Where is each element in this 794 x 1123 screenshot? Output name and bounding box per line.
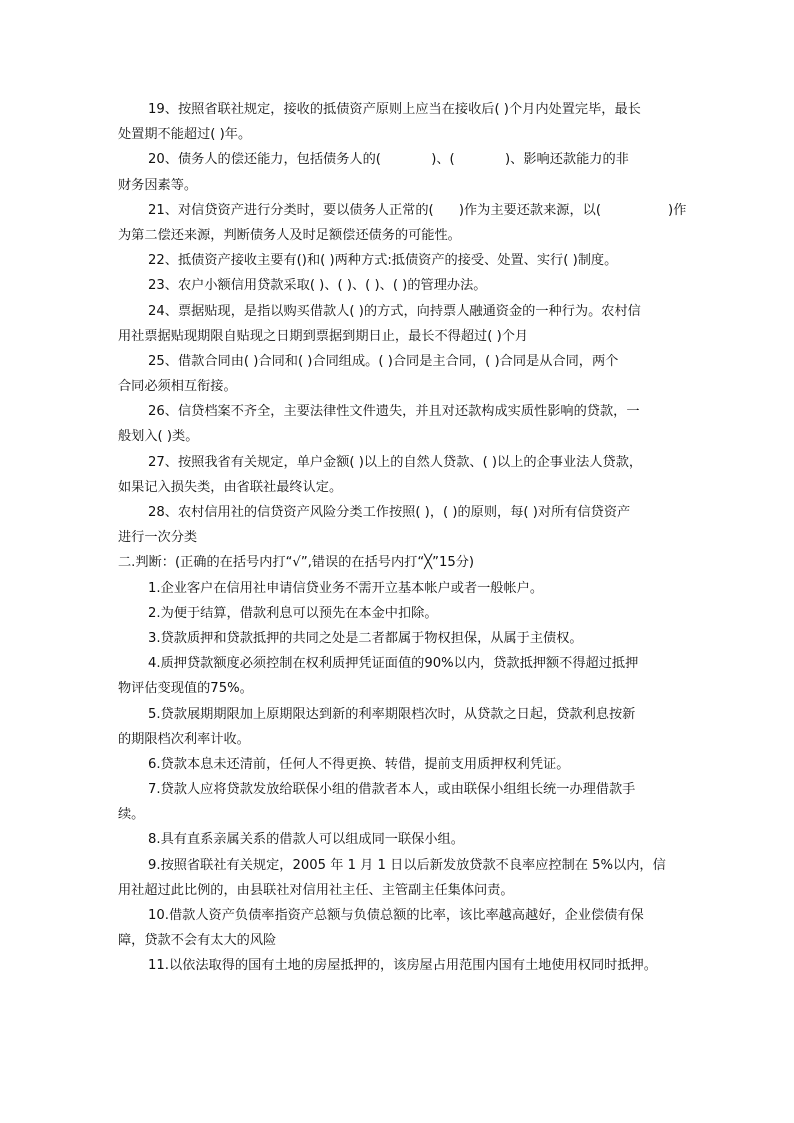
judgment-item-1 <box>118 576 696 601</box>
item-first-line: 2.为便于结算，借款利息可以预先在本金中扣除。 <box>148 605 438 621</box>
item-first-line: 28、农村信用社的信贷资产风险分类工作按照( )，( )的原则，每( )对所有信贷资产 <box>148 505 631 520</box>
item-first-line: 7.贷款人应将贷款发放给联保小组的借款者本人，或由联保小组组长统一办理借款手 <box>148 782 636 798</box>
fill-in-item-21 <box>118 198 696 248</box>
item-continuation-line: 续。 <box>118 807 145 823</box>
item-continuation-line: 障，贷款不会有太大的风险 <box>118 933 277 949</box>
item-continuation-line: 处置期不能超过( )年。 <box>118 127 252 143</box>
judgment-item-8 <box>118 827 696 852</box>
item-first-line: 24、票据贴现，是指以购买借款人( )的方式，向持票人融通资金的一种行为。农村信 <box>148 303 641 319</box>
item-first-line: 27、按照我省有关规定，单户金额( )以上的自然人贷款、( )以上的企事业法人贷款， <box>148 454 643 470</box>
judgment-item-4 <box>118 651 696 701</box>
item-first-line: 4.质押贷款额度必须控制在权利质押凭证面值的90%以内，贷款抵押额不得超过抵押 <box>148 656 639 672</box>
item-first-line: 8.具有直系亲属关系的借款人可以组成同一联保小组。 <box>148 832 464 848</box>
item-first-line: 5.贷款展期期限加上原期限达到新的利率期限档次时，从贷款之日起，贷款利息按新 <box>148 706 636 722</box>
document-body <box>118 97 696 979</box>
judgment-item-2 <box>118 601 696 626</box>
item-first-line: 1.企业客户在信用社申请信贷业务不需开立基本帐户或者一般帐户。 <box>148 580 544 596</box>
item-continuation-line: 用社票据贴现期限自贴现之日期到票据到期日止，最长不得超过( )个月 <box>118 328 529 344</box>
fill-in-item-25 <box>118 349 696 399</box>
fill-in-item-27 <box>118 450 696 500</box>
fill-in-item-26 <box>118 399 696 449</box>
item-continuation-line: 物评估变现值的75%。 <box>118 681 253 697</box>
item-continuation-line: 进行一次分类 <box>118 530 198 546</box>
fill-in-item-24 <box>118 299 696 349</box>
fill-in-item-19 <box>118 97 696 147</box>
judgment-item-5 <box>118 702 696 752</box>
item-continuation-line: 合同必须相互衔接。 <box>118 379 237 395</box>
fill-in-item-28 <box>118 500 696 550</box>
judgment-item-9 <box>118 853 696 903</box>
item-first-line: 23、农户小额信用贷款采取( )、( )、( )、( )的管理办法。 <box>148 278 487 294</box>
judgment-item-10 <box>118 903 696 953</box>
item-first-line: 20、债务人的偿还能力，包括债务人的( )、( )、影响还款能力的非 <box>148 152 629 168</box>
item-continuation-line: 如果记入损失类，由省联社最终认定。 <box>118 479 343 495</box>
item-first-line: 19、按照省联社规定，接收的抵债资产原则上应当在接收后( )个月内处置完毕，最长 <box>148 102 641 117</box>
item-first-line: 11.以依法取得的国有土地的房屋抵押的，该房屋占用范围内国有土地使用权同时抵押。 <box>148 958 657 974</box>
fill-in-item-22 <box>118 248 696 273</box>
judgment-item-7 <box>118 777 696 827</box>
item-continuation-line: 财务因素等。 <box>118 177 198 193</box>
item-first-line: 26、信贷档案不齐全，主要法律性文件遗失，并且对还款构成实质性影响的贷款，一 <box>148 404 640 420</box>
item-first-line: 6.贷款本息未还清前，任何人不得更换、转借，提前支用质押权利凭证。 <box>148 756 570 772</box>
item-continuation-line: 的期限档次利率计收。 <box>118 731 250 747</box>
judgment-item-11 <box>118 953 696 978</box>
fill-in-item-23 <box>118 273 696 298</box>
item-continuation-line: 般划入( )类。 <box>118 429 199 445</box>
item-continuation-line: 用社超过此比例的，由县联社对信用社主任、主管副主任集体问责。 <box>118 882 514 898</box>
item-continuation-line: 为第二偿还来源，判断债务人及时足额偿还债务的可能性。 <box>118 227 461 243</box>
item-first-line: 10.借款人资产负债率指资产总额与负债总额的比率，该比率越高越好，企业偿债有保 <box>148 908 644 923</box>
item-first-line: 9.按照省联社有关规定，2005 年 1 月 1 日以后新发放贷款不良率应控制在 5%以内，信 <box>148 857 666 873</box>
section-heading: 二.判断：(正确的在括号内打“√”,错误的在括号内打“╳”15分) <box>118 555 475 571</box>
item-first-line: 25、借款合同由( )合同和( )合同组成。( )合同是主合同，( )合同是从合同，两个 <box>148 353 619 369</box>
item-first-line: 21、对信贷资产进行分类时，要以债务人正常的( )作为主要还款来源，以( )作 <box>148 202 687 218</box>
item-first-line: 22、抵债资产接收主要有()和( )两种方式:抵债资产的接受、处置、实行( )制度。 <box>148 253 618 269</box>
fill-in-item-20 <box>118 147 696 197</box>
judgment-item-3 <box>118 626 696 651</box>
judgment-item-6 <box>118 752 696 777</box>
item-first-line: 3.贷款质押和贷款抵押的共同之处是二者都属于物权担保，从属于主债权。 <box>148 630 583 646</box>
